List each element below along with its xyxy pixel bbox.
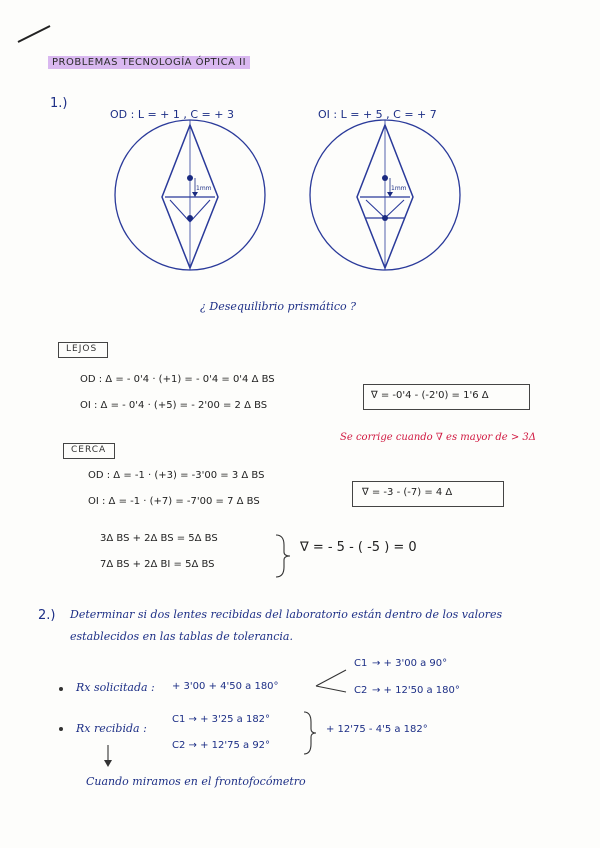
- cerca-label: CERCA: [71, 445, 107, 455]
- sum-line-1: 3Δ BS + 2Δ BS = 5Δ BS: [100, 533, 218, 544]
- bullet-icon: [59, 727, 63, 731]
- q2-line-1: Determinar si dos lentes recibidas del laboratorio están dentro de los valores: [70, 608, 503, 621]
- c1-value: → + 3'00 a 90°: [372, 658, 448, 669]
- lejos-label: LEJOS: [66, 344, 98, 354]
- lejos-od-line: OD : Δ = - 0'4 · (+1) = - 0'4 = 0'4 Δ BS: [80, 374, 275, 385]
- sum-line-2: 7Δ BS + 2Δ BI = 5Δ BS: [100, 559, 215, 570]
- cerca-result: ∇ = -3 - (-7) = 4 Δ: [362, 487, 453, 498]
- arrow-to-c2: [316, 686, 346, 692]
- recibida-result: + 12'75 - 4'5 a 182°: [326, 724, 428, 735]
- sum-brace: [276, 535, 290, 577]
- title-highlight: PROBLEMAS TECNOLOGÍA ÓPTICA II: [48, 56, 250, 69]
- q1-number: 1.): [50, 96, 68, 111]
- od-reading-point-dot: [187, 215, 193, 221]
- frontofocometro-note: Cuando miramos en el frontofocómetro: [86, 775, 306, 788]
- oi-lens-diagram: [310, 120, 460, 270]
- c2-label: C2: [354, 685, 368, 696]
- recibida-brace: [304, 712, 316, 754]
- lejos-oi-line: OI : Δ = - 0'4 · (+5) = - 2'00 = 2 Δ BS: [80, 400, 268, 411]
- q2-number: 2.): [38, 608, 56, 623]
- od-mm-label: 1mm: [196, 185, 212, 192]
- sum-result: ∇ = - 5 - ( -5 ) = 0: [300, 540, 417, 555]
- correction-note: Se corrige cuando ∇ es mayor de > 3Δ: [340, 432, 536, 443]
- lejos-result: ∇ = -0'4 - (-2'0) = 1'6 Δ: [371, 390, 489, 401]
- c2-value: → + 12'50 a 180°: [372, 685, 460, 696]
- oi-optical-center-dot: [382, 175, 388, 181]
- cerca-od-line: OD : Δ = -1 · (+3) = -3'00 = 3 Δ BS: [88, 470, 265, 481]
- oi-mm-label: 1mm: [391, 185, 407, 192]
- oi-spec: OI : L = + 5 , C = + 7: [318, 108, 437, 121]
- c1-label: C1: [354, 658, 368, 669]
- cerca-oi-line: OI : Δ = -1 · (+7) = -7'00 = 7 Δ BS: [88, 496, 260, 507]
- od-lens-diagram: [115, 120, 265, 270]
- arrow-to-c1: [316, 670, 346, 686]
- recibida-c2: C2 → + 12'75 a 92°: [172, 740, 271, 751]
- od-optical-center-dot: [187, 175, 193, 181]
- rx-solicitada-label: Rx solicitada :: [76, 681, 155, 694]
- oi-reading-point-dot: [382, 215, 388, 221]
- q1-question: ¿ Desequilibrio prismático ?: [200, 300, 357, 313]
- pen-stroke: [18, 26, 50, 42]
- od-spec: OD : L = + 1 , C = + 3: [110, 108, 234, 121]
- rx-recibida-label: Rx recibida :: [76, 722, 147, 735]
- recibida-c1: C1 → + 3'25 a 182°: [172, 714, 271, 725]
- bullet-icon: [59, 687, 63, 691]
- rx-solicitada-value: + 3'00 + 4'50 a 180°: [172, 681, 279, 692]
- page-title: [48, 55, 250, 68]
- q2-line-2: establecidos en las tablas de tolerancia.: [70, 630, 293, 643]
